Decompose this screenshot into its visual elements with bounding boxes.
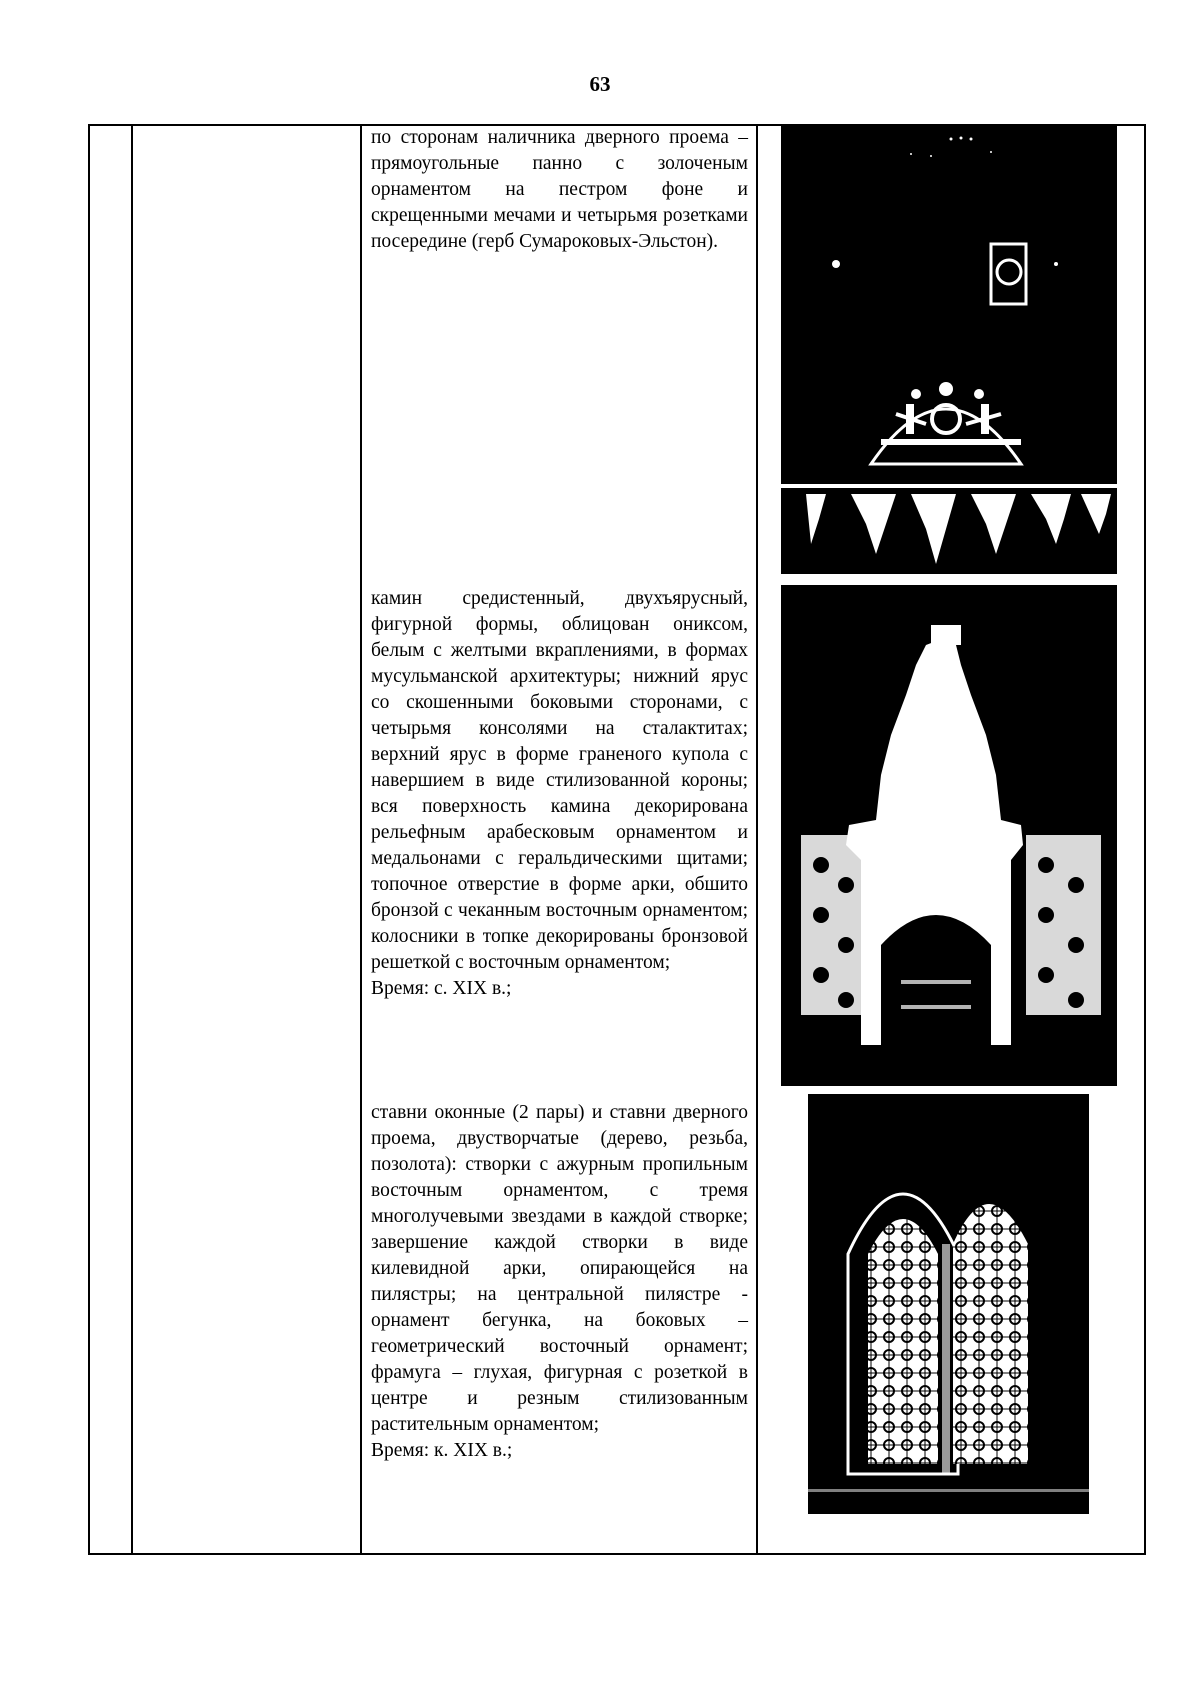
column-divider [756,126,758,1553]
door-frame-ornament-photo [781,124,1117,574]
column-divider [360,126,362,1553]
fireplace-photo [781,585,1117,1086]
time-label: Время: к. XIX в.; [371,1440,513,1461]
description-text: ставни оконные (2 пары) и ставни дверного проема, двустворчатые (дерево, резьба, позолота): створки с ажурным пропильным восточным орнаментом, с тремя многолучевыми звездами в каждой створке; завершение каждой створки в виде килевидной арки, опирающейся на пилястры; на центральной пилястре - орнамент бегунка, на боковых – геометрический восточный орнамент; фрамуга – глухая, фигурная с розеткой в центре и резным стилизованным растительным орнаментом; [371,1102,748,1435]
column-divider [131,126,133,1553]
item-description [371,586,748,1002]
item-description: по сторонам наличника дверного проема – прямоугольные панно с золоченым орнаментом на пестром фоне и скрещенными мечами и четырьмя розетками посередине (герб Сумароковых-Эльстон). [371,127,748,252]
window-shutters-photo [808,1094,1089,1514]
description-text: камин средистенный, двухъярусный, фигурной формы, облицован ониксом, белым с желтыми вкраплениями, в формах мусульманской архитектуры; нижний ярус со скошенными боковыми сторонами, с четырьмя консолями на сталактитах; верхний ярус в форме граненого купола с навершием в виде стилизованной короны; вся поверхность камина декорирована рельефным арабесковым орнаментом и медальонами с геральдическими щитами; топочное отверстие в форме арки, обшито бронзой с чеканным восточным орнаментом; колосники в топке декорированы бронзовой решеткой с восточным орнаментом; [371,588,748,973]
page-number: 63 [589,72,611,96]
time-label: Время: с. XIX в.; [371,978,512,999]
item-description [371,1100,748,1464]
